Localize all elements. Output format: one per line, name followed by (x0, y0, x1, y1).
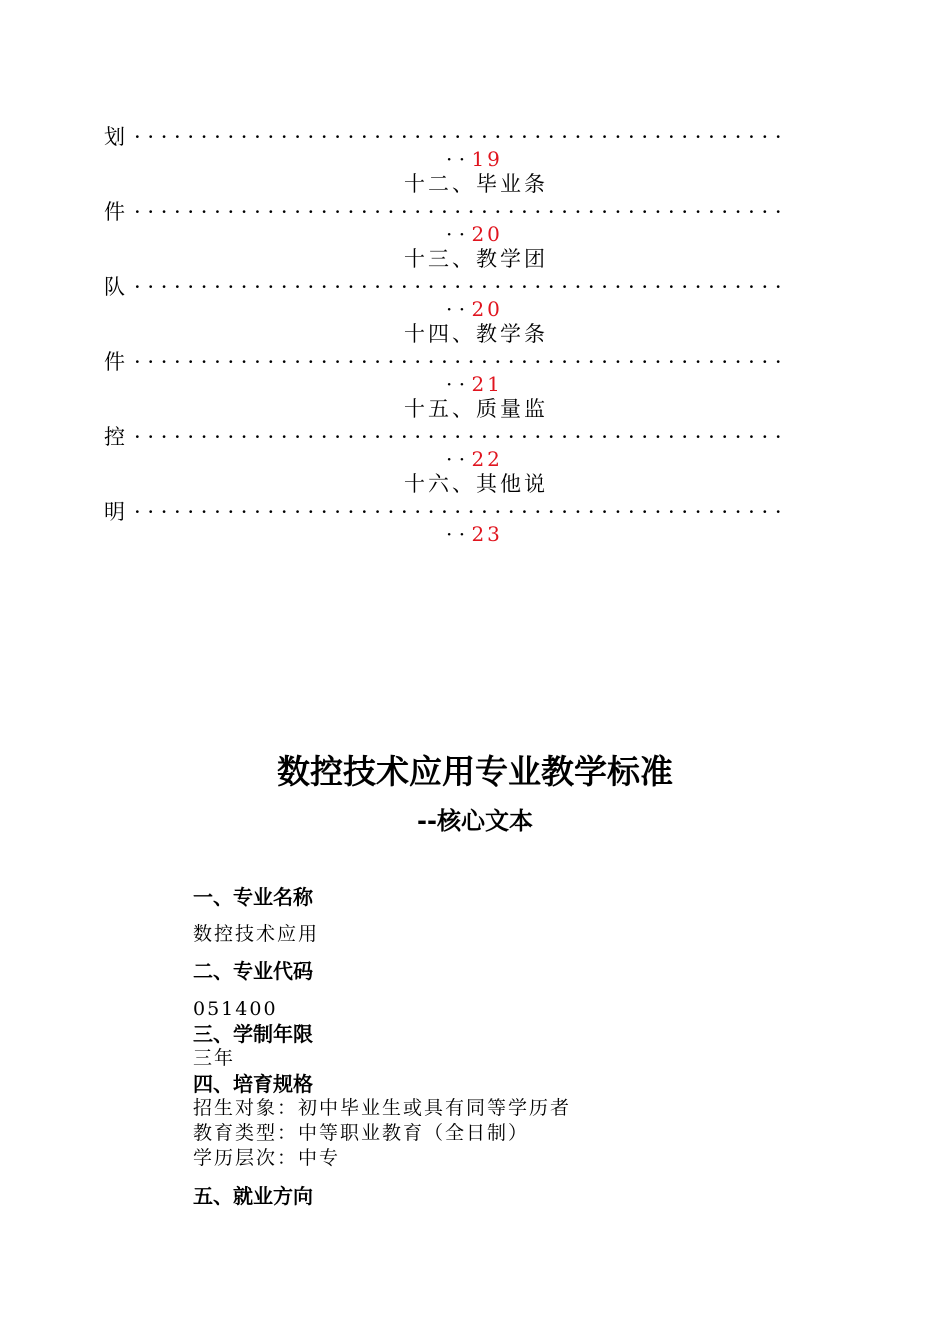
section-heading-major-name: 一、专业名称 (193, 885, 313, 909)
toc-next-title: 十三、教学团 (404, 247, 548, 271)
toc-next-title: 十六、其他说 (404, 472, 548, 496)
toc-entry[interactable] (0, 424, 950, 499)
toc-entry-tail (446, 447, 503, 471)
toc-entry-tail (446, 297, 503, 321)
section-heading-major-code: 二、专业代码 (193, 959, 313, 983)
toc-page-number: 22 (471, 447, 503, 471)
toc-tail-dots: · · (446, 447, 472, 471)
toc-next-title: 十二、毕业条 (404, 172, 548, 196)
toc-leader-dots: · · · · · · · · · · · · · · · · · · · · · · · · · · · · · · · · · · · · · · · · · · · · · · · · · (134, 275, 782, 299)
toc-next-title: 十五、质量监 (404, 397, 548, 421)
toc-entry[interactable] (0, 124, 950, 199)
toc-entry-lead: 件 (104, 200, 125, 224)
toc-tail-dots: · · (446, 372, 472, 396)
toc-leader-dots: · · · · · · · · · · · · · · · · · · · · · · · · · · · · · · · · · · · · · · · · · · · · · · · · · (134, 125, 782, 149)
toc-entry[interactable] (0, 274, 950, 349)
toc-entry-lead: 控 (104, 425, 125, 449)
toc-page-number: 20 (471, 297, 503, 321)
toc-entry-lead: 明 (104, 500, 125, 524)
toc-leader-dots: · · · · · · · · · · · · · · · · · · · · · · · · · · · · · · · · · · · · · · · · · · · · · · · · · (134, 500, 782, 524)
toc-page-number: 19 (471, 147, 503, 171)
toc-entry-tail (446, 372, 503, 396)
section-text-enrollment: 招生对象：初中毕业生或具有同等学历者 (193, 1097, 572, 1119)
toc-entry-tail (446, 222, 503, 246)
section-heading-training-spec: 四、培育规格 (193, 1072, 313, 1096)
section-text-education-type: 教育类型：中等职业教育（全日制） (193, 1122, 530, 1144)
toc-leader-dots: · · · · · · · · · · · · · · · · · · · · · · · · · · · · · · · · · · · · · · · · · · · · · · · · · (134, 425, 782, 449)
section-text-education-level: 学历层次：中专 (193, 1147, 341, 1169)
toc-entry-tail (446, 522, 503, 546)
toc-tail-dots: · · (446, 297, 472, 321)
toc-tail-dots: · · (446, 147, 472, 171)
toc-leader-dots: · · · · · · · · · · · · · · · · · · · · · · · · · · · · · · · · · · · · · · · · · · · · · · · · · (134, 350, 782, 374)
document-title: 数控技术应用专业教学标准 (277, 752, 673, 791)
toc-entry[interactable] (0, 199, 950, 274)
section-text-duration: 三年 (193, 1047, 236, 1069)
toc-page-number: 23 (471, 522, 503, 546)
toc-next-title: 十四、教学条 (404, 322, 548, 346)
toc-page-number: 20 (471, 222, 503, 246)
toc-tail-dots: · · (446, 222, 472, 246)
toc-tail-dots: · · (446, 522, 472, 546)
toc-entry[interactable] (0, 349, 950, 424)
document-subtitle: --核心文本 (417, 807, 533, 835)
toc-page-number: 21 (471, 372, 503, 396)
toc-entry-lead: 队 (104, 275, 125, 299)
section-text-major-code: 051400 (193, 998, 278, 1020)
toc-entry-tail (446, 147, 503, 171)
section-heading-duration: 三、学制年限 (193, 1022, 313, 1046)
section-heading-employment: 五、就业方向 (193, 1184, 313, 1208)
toc-entry-lead: 划 (104, 125, 125, 149)
section-text-major-name: 数控技术应用 (193, 923, 320, 945)
toc-leader-dots: · · · · · · · · · · · · · · · · · · · · · · · · · · · · · · · · · · · · · · · · · · · · · · · · · (134, 200, 782, 224)
toc-entry-lead: 件 (104, 350, 125, 374)
toc-entry[interactable] (0, 499, 950, 574)
